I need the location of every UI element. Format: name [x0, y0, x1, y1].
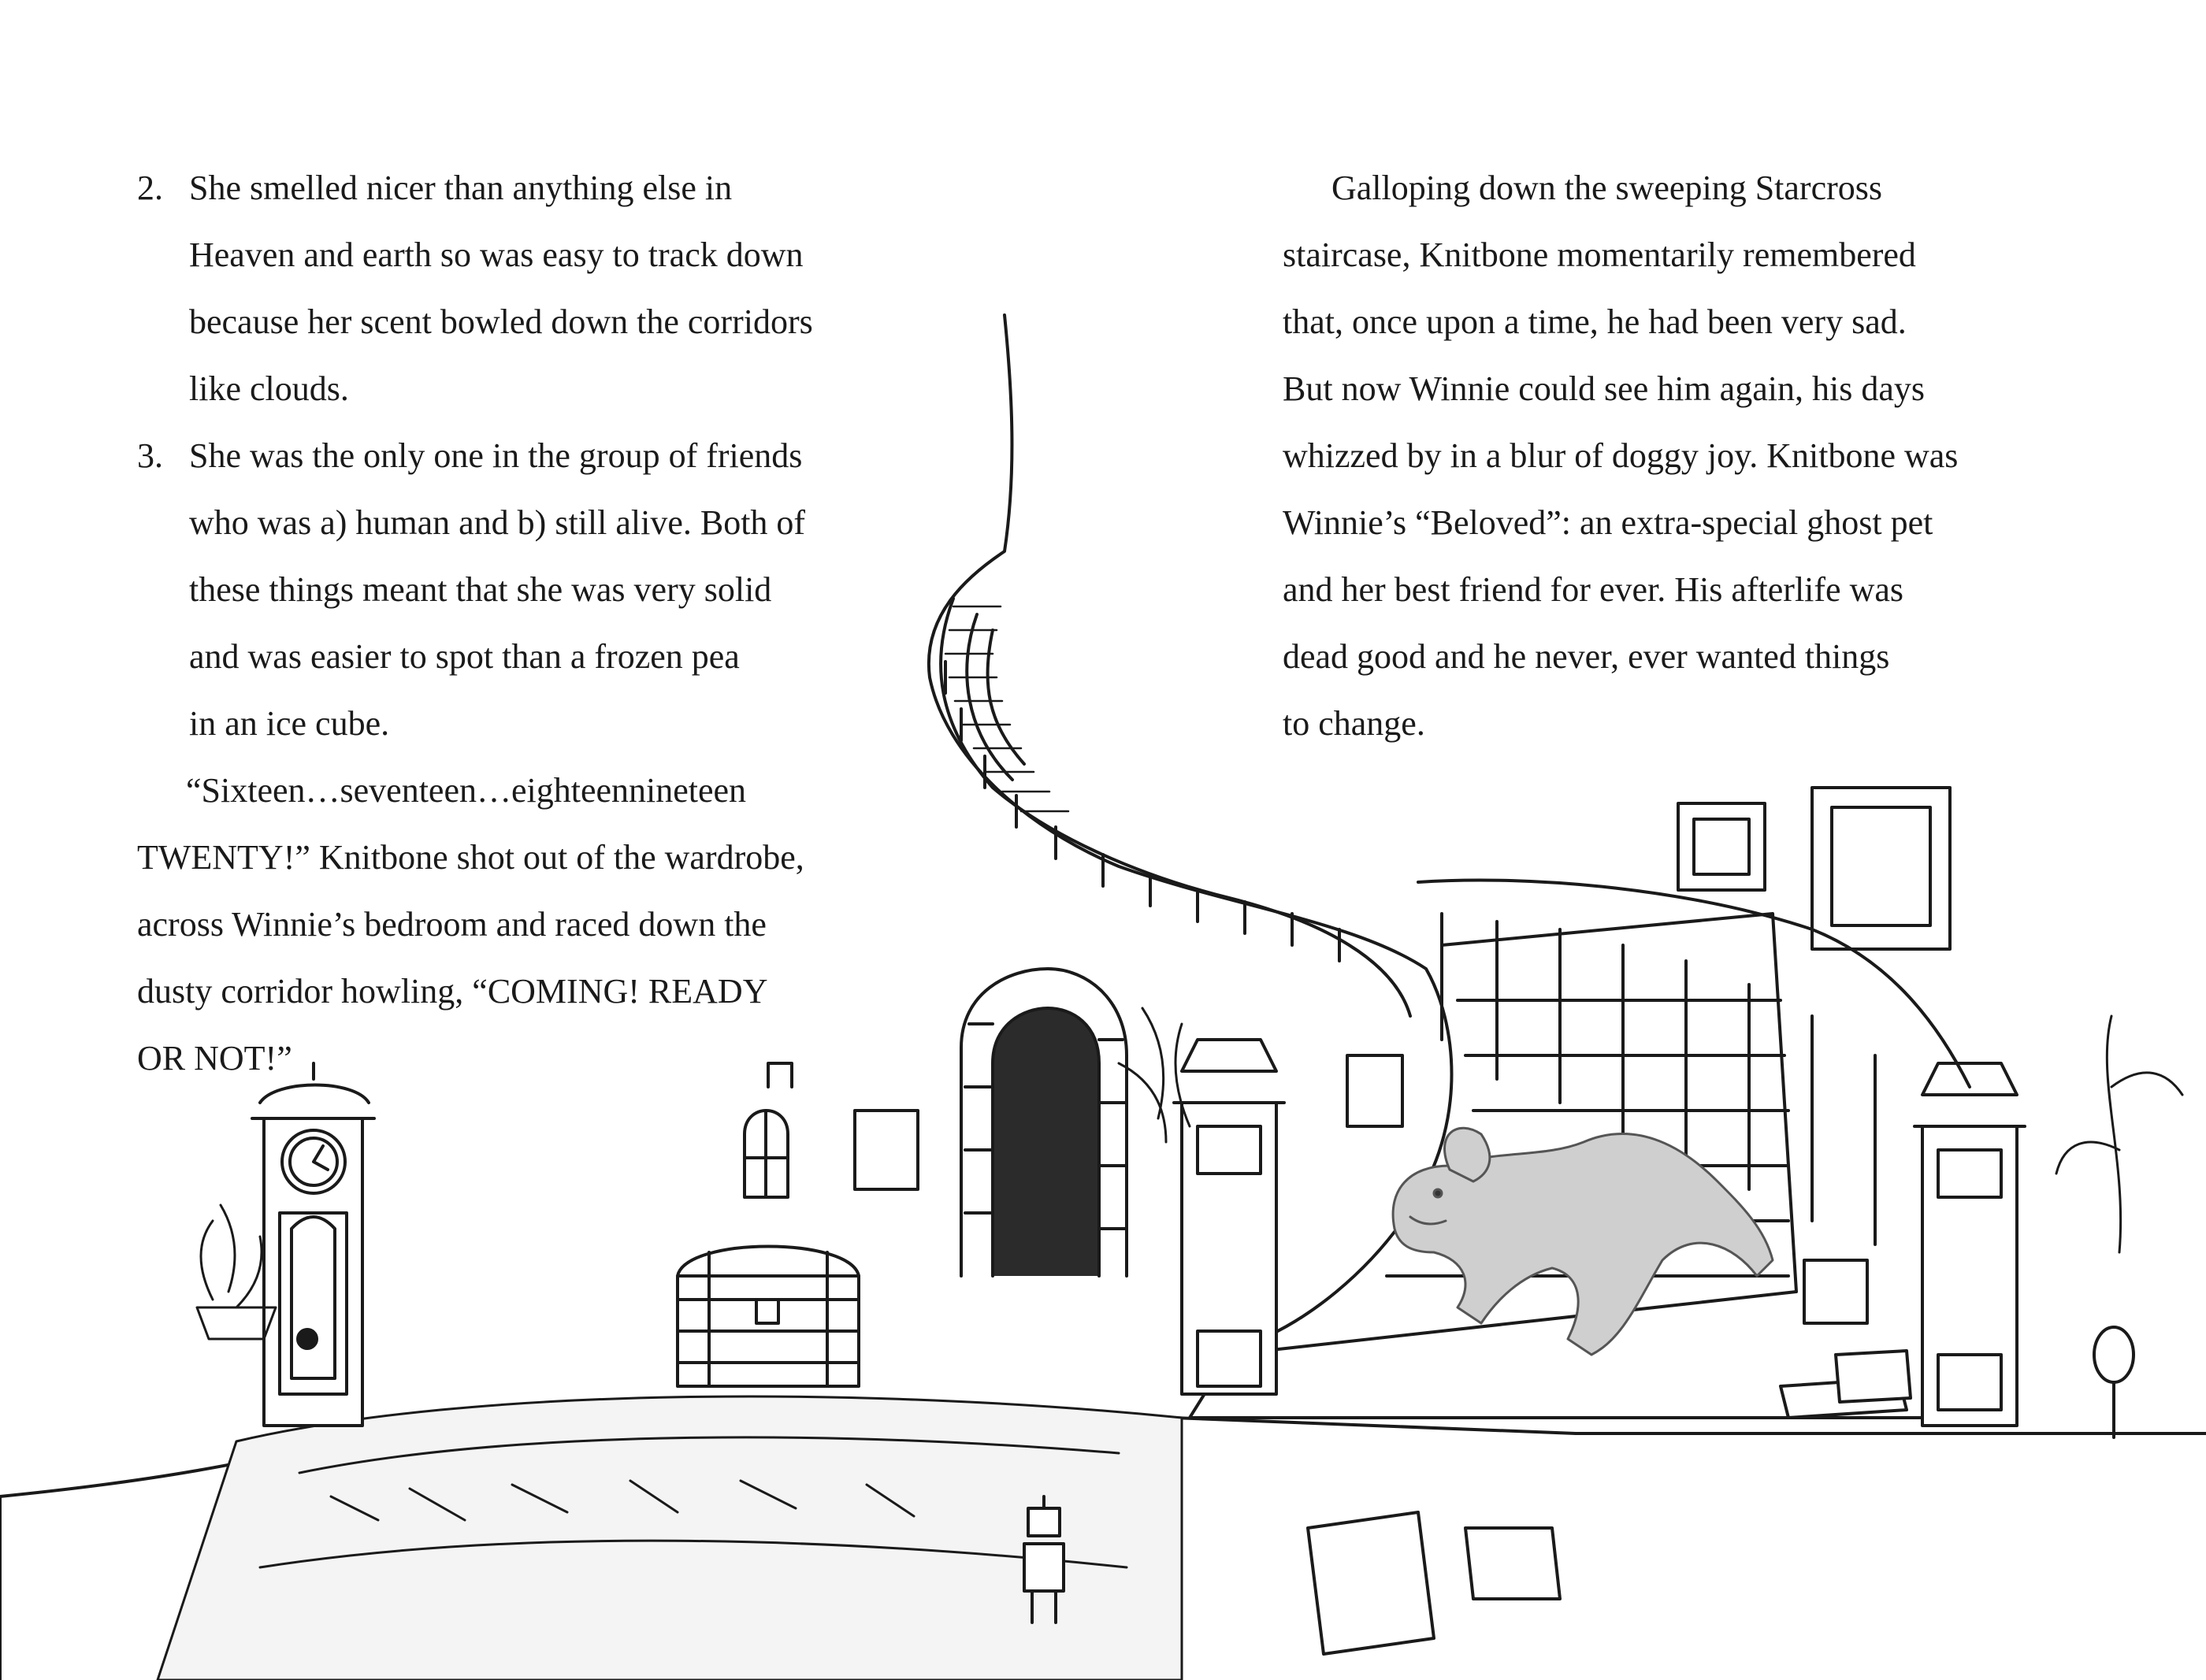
text-line: that, once upon a time, he had been very sad.: [1283, 302, 1907, 341]
ghost-dog-illustration: [1393, 1128, 1773, 1355]
tennis-racket: [2094, 1327, 2134, 1437]
text-line: and was easier to spot than a frozen pea: [189, 637, 740, 676]
text-line: and her best friend for ever. His afterlife was: [1283, 570, 1904, 609]
grandfather-clock-illustration: [252, 1063, 374, 1426]
left-text-column: [137, 154, 956, 1092]
list-number-3: 3.: [137, 436, 163, 475]
text-line: whizzed by in a blur of doggy joy. Knitbone was: [1283, 436, 1959, 475]
text-line: across Winnie’s bedroom and raced down the: [137, 905, 767, 944]
text-line: dusty corridor howling, “COMING! READY: [137, 972, 768, 1011]
text-line: But now Winnie could see him again, his days: [1283, 369, 1925, 408]
text-line: She was the only one in the group of friends: [189, 436, 803, 475]
text-line: “Sixteen…seventeen…eighteennineteen: [186, 771, 747, 810]
text-line: Winnie’s “Beloved”: an extra-special ghost pet: [1283, 503, 1933, 542]
rug: [158, 1396, 1182, 1680]
text-line: dead good and he never, ever wanted things: [1283, 637, 1890, 676]
stone-archway: [961, 969, 1127, 1276]
left-paragraph: [137, 757, 956, 1092]
text-line: to change.: [1283, 704, 1425, 743]
right-text-column: [1283, 154, 2110, 757]
text-line: She smelled nicer than anything else in: [189, 169, 733, 207]
list-item-3: [137, 422, 956, 757]
text-line: Galloping down the sweeping Starcross: [1331, 169, 1882, 207]
text-line: TWENTY!” Knitbone shot out of the wardrobe,: [137, 838, 804, 877]
text-line: who was a) human and b) still alive. Both of: [189, 503, 806, 542]
text-line: like clouds.: [189, 369, 349, 408]
treasure-chest-illustration: [678, 1247, 859, 1387]
text-line: these things meant that she was very solid: [189, 570, 772, 609]
list-item-2: [137, 154, 956, 422]
text-line: in an ice cube.: [189, 704, 390, 743]
text-line: because her scent bowled down the corridors: [189, 302, 813, 341]
text-line: OR NOT!”: [137, 1039, 292, 1077]
text-line: staircase, Knitbone momentarily remembered: [1283, 235, 1916, 274]
text-line: Heaven and earth so was easy to track down: [189, 235, 804, 274]
right-paragraph: [1283, 154, 2110, 757]
list-number-2: 2.: [137, 169, 163, 207]
